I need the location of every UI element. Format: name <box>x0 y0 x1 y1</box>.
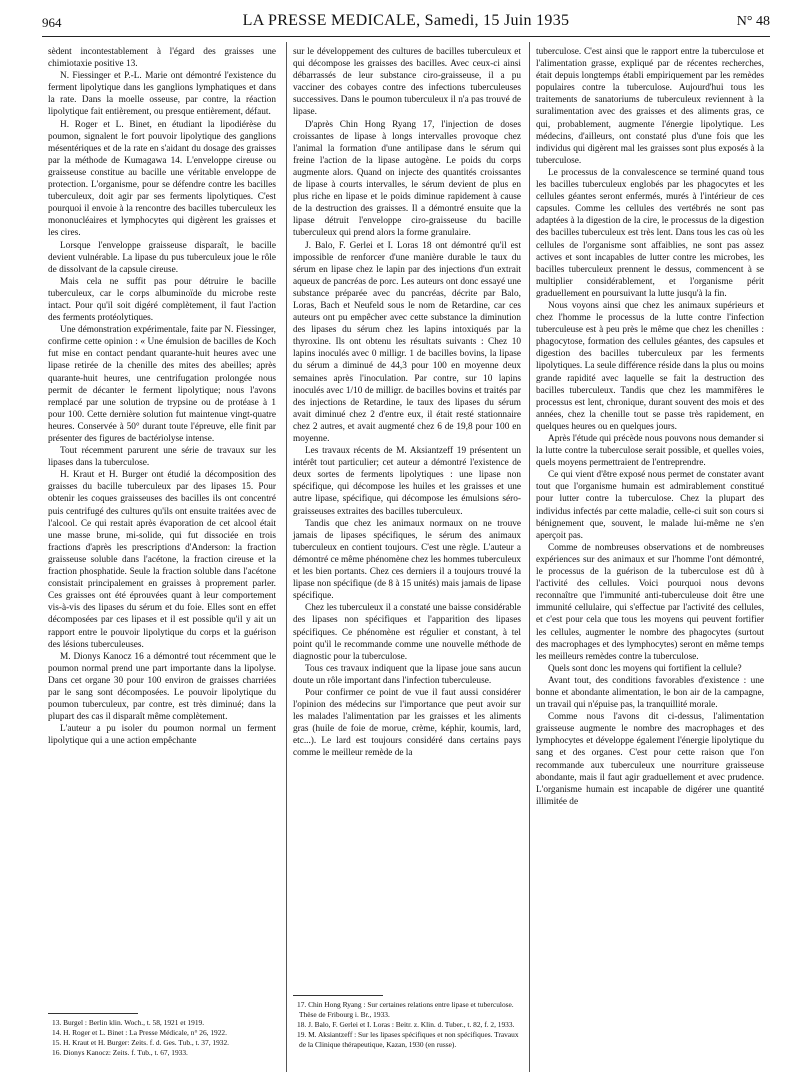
column-1 <box>48 46 276 747</box>
paragraph: Chez les tuberculeux il a constaté une baisse considérable des lipases non spécifiques et l'apparition des lipases spécifiques. Ce phénomène est régulier et constant, à tel point qu'il le recommande comme une nouvelle méthode de diagnostic pour la tuberculose. <box>293 603 521 662</box>
journal-title: LA PRESSE MEDICALE, Samedi, 15 Juin 1935 <box>242 12 570 29</box>
footnote: 13. Burgel : Berlin klin. Woch., t. 58, 1921 et 1919. <box>52 1018 205 1027</box>
column-2 <box>293 46 521 760</box>
footnote: 19. M. Aksiantzeff : Sur les lipases spécifiques et non spécifiques. Travaux de la Clinique thérapeutique, Kazan, 1930 (en russe). <box>297 1030 519 1049</box>
paragraph: N. Fiessinger et P.-L. Marie ont démontré l'existence du ferment lipolytique dans les ganglions lymphatiques et dans la rate. Dans la moelle osseuse, par contre, la réaction lipolytique fait entièrement, ou presque entièrement, défaut. <box>48 71 276 118</box>
paragraph: D'après Chin Hong Ryang 17, l'injection de doses croissantes de lipase à longs intervalles provoque chez l'animal la formation d'une antilipase dans le sérum qui freine l'action de la lipase autogène. Le poids du corps augmente alors. Quand on injecte des quantités croissantes de lipase à courts intervalles, le sérum devient de plus en plus riche en lipase et le poids diminue rapidement à cause de la destruction des graisses. Il a démontré ensuite que la lipase détruit l'enveloppe ciro-graisseuse du bacille tuberculeux qui prend alors la forme granulaire. <box>293 119 521 239</box>
paragraph: Une démonstration expérimentale, faite par N. Fiessinger, confirme cette opinion : « Une émulsion de bacilles de Koch fut mise en contact pendant quarante-huit heures avec une lipase retirée de la chenille des mites des abeilles; après quarante-huit heures, une centrifugation prolongée nous permit de décanter le ferment lipolytique; nous l'avons remplacé par une solution de trypsine ou de protéase à 1 pour 100. Cette dernière solution fut maintenue vingt-quatre heures. Conservée à 50° durant toute l'épreuve, elle finit par présenter des figures de bactériolyse intense. <box>48 325 276 444</box>
footnote: 16. Dionys Kanocz: Zeits. f. Tub., t. 67, 1933. <box>52 1048 188 1057</box>
paragraph: J. Balo, F. Gerlei et I. Loras 18 ont démontré qu'il est impossible de renforcer d'une manière durable le taux du sérum en lipase chez le lapin par des injections d'un extrait aqueux de pancréas de porc. Les auteurs ont donc essayé une substance préparée avec du pancréas, décrite par Balo, Loras, Bach et Neufeld sous le nom de Retardine, car ces auteurs ont pu empêcher avec cette substance la diminution des lipases du sérum chez les lapins intoxiqués par la thyroxine. Ils ont obtenu les résultats suivants : Chez 10 lapins inoculés avec 0 milligr. 1 de bacilles bovins, la lipase du sérum a diminué de 44,3 pour 100 en moyenne deux semaines après l'inoculation. Par contre, sur 10 lapins inoculés avec 1/10 de milligr. de bacilles bovins et traités par des injections de Retardine, le taux des lipases du sérum avait diminué chez 2 d'entre eux, il était resté stationnaire chez 2 autres, et avait augmenté chez 6 de 19,8 pour 100 en moyenne. <box>293 240 521 444</box>
paragraph: Comme de nombreuses observations et de nombreuses expériences sur des animaux et sur l'homme l'ont démontré, le processus de la guérison de la tuberculose est dû à l'activité des cellules. Voici pourquoi nous devons reconnaître que l'immunité anti-tuberculeuse doit être une immunité cellulaire, qui s'effectue par l'activité des cellules, et c'est pour cela que tous les moyens qui peuvent fortifier les cellules, augmenter le nombre des phagocytes (surtout des macrophages et des lymphocytes) seront en même temps les meilleurs remèdes contre la tuberculose. <box>536 542 764 662</box>
footnote: 18. J. Balo, F. Gerlei et I. Loras : Beitr. z. Klin. d. Tuber., t. 82, f. 2, 1933. <box>297 1020 515 1029</box>
issue-number: N° 48 <box>736 14 770 29</box>
paragraph: Nous voyons ainsi que chez les animaux supérieurs et chez l'homme le processus de la lutte contre l'infection tuberculeuse est à peu près le même que chez les chenilles : phagocytose, formation des cellules géantes, des capsules et digestion des bacilles tuberculeux par les ferments lipolytiques. La seule différence réside dans la plus ou moins grande rapidité avec laquelle se fait la destruction des bacilles tuberculeux. Tandis que chez les mammifères le processus est lent, chronique, durant souvent des mois et des années, chez la chenille tout se passe très rapidement, en quelques heures ou en quelques jours. <box>536 300 764 432</box>
header-rule <box>42 36 770 37</box>
footnote-rule <box>293 995 383 996</box>
footnotes-column-1 <box>48 1018 276 1058</box>
footnote: 14. H. Roger et L. Binet : La Presse Médicale, n° 26, 1922. <box>52 1028 227 1037</box>
paragraph: Quels sont donc les moyens qui fortifient la cellule? <box>548 663 742 674</box>
paragraph: Ce qui vient d'être exposé nous permet de constater avant tout que l'organisme humain est admirablement constitué pour lutter contre la tuberculose. Chez la plupart des individus infectés par cette maladie, celle-ci suit son cours si bénignement que, souvent, le malade lui-même ne s'en aperçoit pas. <box>536 470 764 541</box>
paragraph: Après l'étude qui précède nous pouvons nous demander si la lutte contre la tuberculose serait possible, et quelles voies, quels moyens permettraient de l'entreprendre. <box>536 434 764 469</box>
paragraph: Avant tout, des conditions favorables d'existence : une bonne et abondante alimentation, le bon air de la campagne, un travail qui n'épuise pas, la tranquillité morale. <box>536 675 764 711</box>
column-divider <box>286 42 287 1072</box>
column-divider <box>529 42 530 1072</box>
paragraph: L'auteur a pu isoler du poumon normal un ferment lipolytique qui a une action empêchante <box>48 724 276 747</box>
paragraph: Lorsque l'enveloppe graisseuse disparaît, le bacille devient vulnérable. La lipase du pus tuberculeux joue le rôle de dissolvant de la capsule cireuse. <box>48 240 276 275</box>
footnote: 17. Chin Hong Ryang : Sur certaines relations entre lipase et tuberculose. Thèse de Fribourg i. Br., 1933. <box>297 1000 514 1019</box>
page-number: 964 <box>42 15 62 30</box>
footnote-rule <box>48 1013 138 1014</box>
paragraph: Tandis que chez les animaux normaux on ne trouve jamais de lipases spécifiques, le sérum des animaux tuberculeux en contient toujours. C'est une règle. L'auteur a démontré ce même phénomène chez les hommes tuberculeux et les bien portants. Chez ces derniers il a toujours trouvé la lipase non spécifique (de 8 à 15 unités) mais jamais de lipase spécifique. <box>293 518 521 602</box>
paragraph: tuberculose. C'est ainsi que le rapport entre la tuberculose et l'alimentation grasse, expliqué par de récentes recherches, était depuis longtemps établi empiriquement par les remèdes populaires contre la tuberculose. Aujourd'hui tous les traitements de sanatoriums de tuberculeux reviennent à la suralimentation avec des graisses et des aliments gras, ce qui, probablement, augmente l'énergie lipolytique. Les médecins, d'ailleurs, ont constaté plus d'une fois que les individus qui digèrent mal les graisses sont plus exposés à la tuberculose. <box>536 47 764 166</box>
paragraph: Comme nous l'avons dit ci-dessus, l'alimentation graisseuse augmente le nombre des macrophages et des lymphocytes et développe également l'énergie lipolytique du sang et des organes. C'est pour cette raison que l'on recommande aux tuberculeux une nourriture graisseuse abondante, mais il faut agir graduellement et avec prudence. L'organisme humain est incapable de digérer une quantité illimitée de <box>536 712 764 807</box>
paragraph: Pour confirmer ce point de vue il faut aussi considérer l'opinion des médecins sur l'importance que peut avoir sur les malades l'alimentation par les graisses et les aliments gras (huile de foie de morue, crème, képhir, koumis, lard, etc...). Le lard est toujours considéré dans certains pays comme le meilleur remède de la <box>293 687 521 759</box>
paragraph: H. Kraut et H. Burger ont étudié la décomposition des graisses du bacille tuberculeux par des lipases 15. Pour obtenir les coques graisseuses des bacilles ils ont concentré puis centrifugé des cultures qu'ils ont ensuite traitées avec de l'alcool. Ce qui restait après évaporation de cet alcool était une masse brune, mi-solide, qui fut dissociée en trois fractions d'après les prescriptions d'Anderson: la fraction graisseuse soluble dans l'acétone, la fraction cireuse et la fraction phosphatide. Seule la fraction soluble dans l'acétone consistait principalement en graisses à proprement parler. Ces graisses ont été éprouvées quant à leur comportement vis-à-vis des lipases du sérum et du foie. Elles sont en effet décomposées par ces lipases et il est possible qu'il y ait un rapport entre le pouvoir lipolytique du corps et la guérison des lésions tuberculeuses. <box>48 470 276 650</box>
column-3 <box>536 46 764 808</box>
paragraph: Tout récemment parurent une série de travaux sur les lipases dans la tuberculose. <box>48 446 276 469</box>
page-header <box>42 12 770 34</box>
paragraph: Le processus de la convalescence se terminé quand tous les bacilles tuberculeux englobés par les phagocytes et les cellules géantes seront enfermés, murés à l'intérieur de ces capsules. Comme les cellules des vertébrés ne sont pas adaptées à la digestion de la cire, le processus de la digestion des bacilles tuberculeux est très lent. Dans tous les cas où les cellules de l'organisme sont affaiblies, ne sont pas assez actives et sont incapables de lutter contre les microbes, les bacilles tuberculeux prennent le dessus, commencent à se multiplier considérablement, et l'organisme périt graduellement en poursuivant la lutte jusqu'à la fin. <box>536 167 764 299</box>
paragraph: H. Roger et L. Binet, en étudiant la lipodiérèse du poumon, signalent le fort pouvoir lipolytique des ganglions mésentériques et de la rate en s'aidant du dosage des graisses par la méthode de Kumagawa 14. L'enveloppe cireuse ou graisseuse constitue au bacille une véritable enveloppe de protection. L'organisme, pour se défendre contre les bacilles tuberculeux, doit agir par ses ferments lipolytiques. C'est pourquoi il envoie à la rencontre des bacilles tuberculeux les mononucléaires et lymphocytes qui digèrent les graisses et les cires. <box>48 119 276 239</box>
footnote: 15. H. Kraut et H. Burger: Zeits. f. d. Ges. Tub., t. 37, 1932. <box>52 1038 230 1047</box>
paragraph: sèdent incontestablement à l'égard des graisses une chimiotaxie positive 13. <box>48 47 276 70</box>
footnotes-column-2 <box>293 1000 521 1050</box>
paragraph: sur le développement des cultures de bacilles tuberculeux et qui décompose les graisses des bacilles. Avec ceux-ci ainsi débarrassés de leur substance ciro-graisseuse, il a pu vacciner des cobayes contre des infections tuberculeuses successives. Dans le poumon tuberculeux il n'a pas trouvé de lipase. <box>293 47 521 118</box>
paragraph: M. Dionys Kanocz 16 a démontré tout récemment que le poumon normal prend une part importante dans la lipolyse. Dans cet organe 30 pour 100 environ de graisses charriées par le sang sont décomposées. Le pouvoir lipolytique du poumon tuberculeux, par contre, est très diminué; dans la plupart des cas il disparaît même complètement. <box>48 651 276 723</box>
paragraph: Mais cela ne suffit pas pour détruire le bacille tuberculeux, car le corps albuminoïde du microbe reste intact. Pour qu'il soit digéré complètement, il faut l'action des ferments protéolytiques. <box>48 276 276 324</box>
paragraph: Les travaux récents de M. Aksiantzeff 19 présentent un intérêt tout particulier; cet auteur a démontré l'existence de deux sortes de ferments lipolytiques : une lipase non spécifique, qui décompose les huiles et les graisses et une autre lipase, spécifique, qui décompose les émulsions séro-graisseuses extraites des bacilles tuberculeux. <box>293 446 521 517</box>
paragraph: Tous ces travaux indiquent que la lipase joue sans aucun doute un rôle important dans l'infection tuberculeuse. <box>293 663 521 686</box>
